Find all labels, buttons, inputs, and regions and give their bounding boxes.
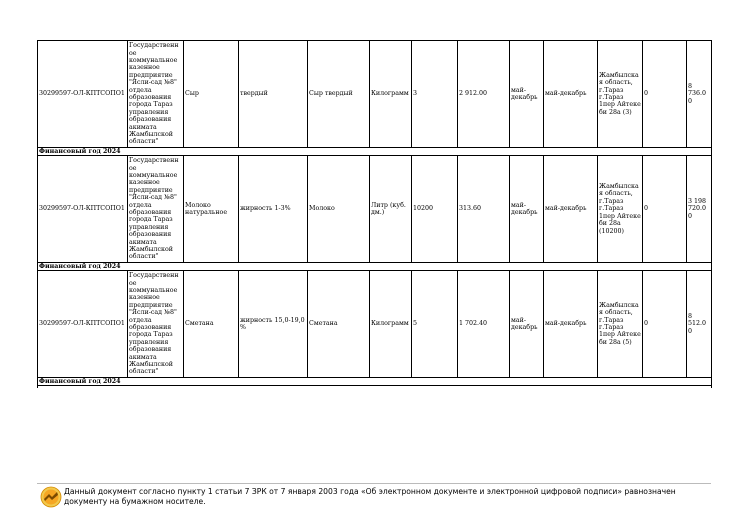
customer-name: Государственное коммунальное казенное предприятие "Ясли-сад №8" отдела образования города Тараз управления образования акимата Жамбылской области" (128, 271, 184, 378)
year-row (38, 263, 712, 271)
advance: 0 (643, 156, 687, 263)
item-description: Сметана (308, 271, 370, 378)
item-characteristic: жирность 1-3% (239, 156, 308, 263)
advance: 0 (643, 41, 687, 148)
year-row (38, 378, 712, 386)
table-end (38, 386, 712, 389)
item-characteristic: твердый (239, 41, 308, 148)
quantity: 3 (412, 41, 458, 148)
customer-name: Государственное коммунальное казенное предприятие "Ясли-сад №8" отдела образования города Тараз управления образования акимата Жамбылской области" (128, 156, 184, 263)
item-name: Молоко натуральное (184, 156, 239, 263)
unit: Килограмм (370, 271, 412, 378)
price: 313.60 (458, 156, 510, 263)
quantity: 5 (412, 271, 458, 378)
plan-id: 30299597-ОЛ-КПТСОПО1 (38, 41, 128, 148)
table-row (38, 156, 712, 263)
item-name: Сыр (184, 41, 239, 148)
item-name: Сметана (184, 271, 239, 378)
table-row (38, 271, 712, 378)
financial-year: Финансовый год 2024 (38, 148, 712, 156)
advance: 0 (643, 271, 687, 378)
financial-year: Финансовый год 2024 (38, 378, 712, 386)
legal-notice: Данный документ согласно пункту 1 статьи 7 ЗРК от 7 января 2003 года «Об электронном документе и электронной цифровой подписи» равнозначен документу на бумажном носителе. (64, 487, 676, 506)
item-description: Молоко (308, 156, 370, 263)
sum: 8 512.00 (687, 271, 712, 378)
year-row (38, 148, 712, 156)
price: 1 702.40 (458, 271, 510, 378)
procurement-table (37, 40, 712, 388)
delivery-period: май-декабрь (544, 41, 598, 148)
plan-id: 30299597-ОЛ-КПТСОПО1 (38, 271, 128, 378)
unit: Килограмм (370, 41, 412, 148)
plan-id: 30299597-ОЛ-КПТСОПО1 (38, 156, 128, 263)
sum: 8 736.00 (687, 41, 712, 148)
unit: Литр (куб. дм.) (370, 156, 412, 263)
item-characteristic: жирность 15,0-19,0 % (239, 271, 308, 378)
footer-divider (37, 483, 711, 484)
period: май-декабрь (510, 271, 544, 378)
seal-icon (40, 486, 62, 508)
item-description: Сыр твердый (308, 41, 370, 148)
period: май-декабрь (510, 156, 544, 263)
period: май-декабрь (510, 41, 544, 148)
footer (40, 486, 710, 510)
delivery-period: май-декабрь (544, 156, 598, 263)
table-row (38, 41, 712, 148)
delivery-period: май-декабрь (544, 271, 598, 378)
delivery-address: Жамбылская область, г.Тараз г.Тараз 1пер Айтеке би 28а (5) (598, 271, 643, 378)
quantity: 10200 (412, 156, 458, 263)
customer-name: Государственное коммунальное казенное предприятие "Ясли-сад №8" отдела образования города Тараз управления образования акимата Жамбылской области" (128, 41, 184, 148)
sum: 3 198 720.00 (687, 156, 712, 263)
financial-year: Финансовый год 2024 (38, 263, 712, 271)
delivery-address: Жамбылская область, г.Тараз г.Тараз 1пер Айтеке би 28а (10200) (598, 156, 643, 263)
delivery-address: Жамбылская область, г.Тараз г.Тараз 1пер Айтеке би 28а (3) (598, 41, 643, 148)
price: 2 912.00 (458, 41, 510, 148)
